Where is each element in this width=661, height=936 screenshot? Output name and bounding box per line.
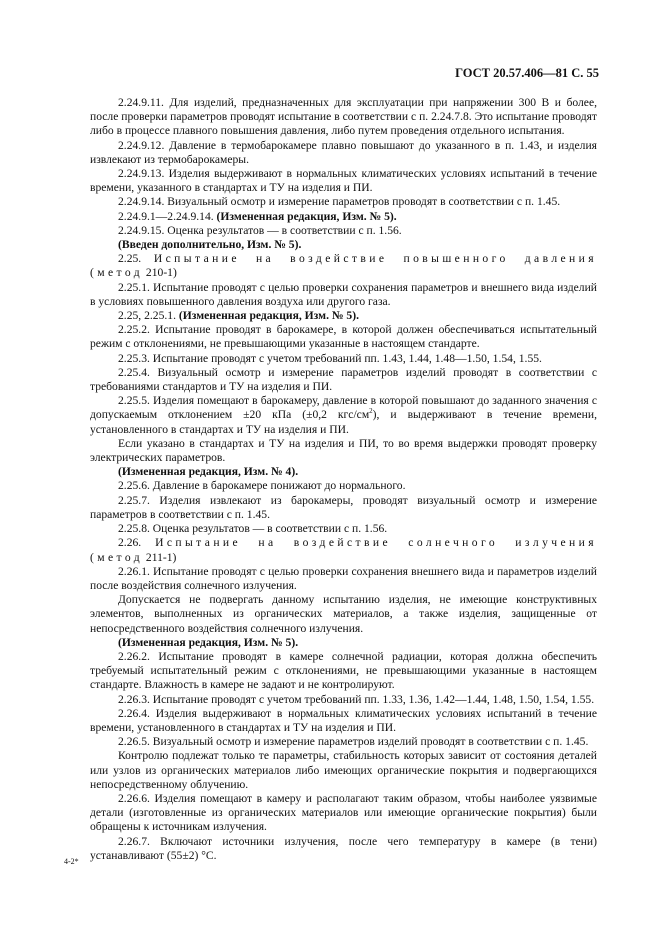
section-number: 2.25.: [118, 252, 154, 266]
paragraph: 2.25.7. Изделия извлекают из барокамеры, проводят визуальный осмотр и измерение параметров в соответствии с п. 1.45.: [90, 493, 597, 521]
paragraph-text: ), и выдерживают в течение времени, установленного в стандартах и ТУ на изделия и ПИ.: [90, 408, 597, 436]
paragraph: 2.24.9.14. Визуальный осмотр и измерение параметров проводят в соответствии с п. 1.45.: [118, 195, 561, 209]
paragraph: Допускается не подвергать данному испытанию изделия, не имеющие конструктивных элементов, выполненных из органических материалов, а также изделия, защищенные от непосредственного воздействия солнечного излучения.: [90, 593, 597, 635]
clause-ref: 2.25, 2.25.1.: [118, 309, 179, 323]
section-number: 2.26.: [118, 536, 156, 550]
revision-note: (Измененная редакция, Изм. № 5).: [216, 209, 397, 223]
section-title: Испытание на воздействие солнечного излучения (метод: [90, 536, 597, 564]
section-title: Испытание на воздействие повышенного давления (метод: [90, 252, 597, 280]
paragraph: 2.24.9.15. Оценка результатов — в соответствии с п. 1.56.: [118, 223, 402, 237]
clause-ref: 2.24.9.1—2.24.9.14.: [118, 209, 217, 223]
paragraph: 2.25.4. Визуальный осмотр и измерение параметров изделий проводят в соответствии с требованиями стандартов и ТУ на изделия и ПИ.: [90, 365, 597, 394]
paragraph: 2.24.9.11. Для изделий, предназначенных для эксплуатации при напряжении 300 В и более, после проверки параметров проводят испытание в соответствии с п. 2.24.7.8. Это испытание проводят либо в процессе плавного повышения давления, либо путем проведения отдельного испытания.: [90, 96, 597, 138]
section-heading: [90, 252, 597, 280]
paragraph-text: 2.25.5. Изделия помещают в барокамеру, давление в которой повышают до заданного значения с допускаемым отклонением ±20 кПа (±0,2 кгс/см: [90, 394, 597, 422]
paragraph: 2.26.5. Визуальный осмотр и измерение параметров изделий проводят в соответствии с п. 1.45.: [118, 735, 589, 749]
page-header: ГОСТ 20.57.406—81 С. 55: [455, 66, 599, 80]
paragraph: 2.24.9.12. Давление в термобарокамере плавно повышают до указанного в п. 1.43, и изделия извлекают из термобарокамеры.: [90, 138, 597, 166]
paragraph: 2.26.7. Включают источники излучения, после чего температуру в камере (в тени) устанавливают (55±2) °С.: [90, 834, 597, 862]
paragraph: Если указано в стандартах и ТУ на изделия и ПИ, то во время выдержки проводят проверку электрических параметров.: [90, 436, 597, 465]
revision-note: (Измененная редакция, Изм. № 5).: [118, 635, 299, 649]
paragraph: 2.26.3. Испытание проводят с учетом требований пп. 1.33, 1.36, 1.42—1.44, 1.48, 1.50, 1.54, 1.55.: [118, 692, 595, 706]
paragraph: [90, 394, 597, 437]
paragraph: 2.25.1. Испытание проводят с целью проверки сохранения параметров и внешнего вида изделий в условиях повышенного давления воздуха или другого газа.: [90, 280, 597, 308]
paragraph: 2.26.6. Изделия помещают в камеру и располагают таким образом, чтобы наиболее уязвимые детали (изготовленные из органических материалов или имеющие органические покрытия) были обращены к источникам излучения.: [90, 791, 597, 834]
method-code: 211-1): [143, 550, 177, 564]
revision-note: (Измененная редакция, Изм. № 4).: [118, 465, 299, 479]
paragraph: 2.26.1. Испытание проводят с целью проверки сохранения внешнего вида и параметров изделий после воздействия солнечного излучения.: [90, 564, 597, 592]
paragraph: [90, 309, 597, 323]
superscript: 2: [369, 407, 373, 416]
paragraph: 2.26.2. Испытание проводят в камере солнечной радиации, которая должна обеспечить требуемый испытательный режим с отклонениями, не превышающими указанные в настоящем стандарте. Влажность в камере не задают и не контролируют.: [90, 649, 597, 692]
paragraph: 2.25.2. Испытание проводят в барокамере, в которой должен обеспечиваться испытательный режим с отклонениями, не превышающими указанные в настоящем стандарте.: [90, 323, 597, 351]
revision-note: (Измененная редакция, Изм. № 5).: [178, 309, 359, 323]
paragraph: 2.25.3. Испытание проводят с учетом требований пп. 1.43, 1.44, 1.48—1.50, 1.54, 1.55.: [118, 351, 542, 365]
paragraph: 2.26.4. Изделия выдерживают в нормальных климатических условиях испытаний в течение времени, установленного в стандартах и ТУ на изделия и ПИ.: [90, 706, 597, 734]
paragraph: [90, 210, 597, 224]
method-code: 210-1): [143, 266, 177, 280]
paragraph: 2.25.8. Оценка результатов — в соответствии с п. 1.56.: [118, 522, 388, 536]
section-heading: [90, 536, 597, 564]
document-body: [90, 96, 597, 863]
page-footer: 4-2*: [64, 857, 79, 866]
paragraph: Контролю подлежат только те параметры, стабильность которых зависит от состояния деталей или узлов из органических материалов либо имеющих органические покрытия и подвергающихся непосредственному облучению.: [90, 749, 597, 791]
paragraph: 2.24.9.13. Изделия выдерживают в нормальных климатических условиях испытаний в течение времени, указанного в стандартах и ТУ на изделия и ПИ.: [90, 167, 597, 195]
paragraph: 2.25.6. Давление в барокамере понижают до нормального.: [118, 479, 406, 493]
revision-note: (Введен дополнительно, Изм. № 5).: [118, 238, 302, 252]
